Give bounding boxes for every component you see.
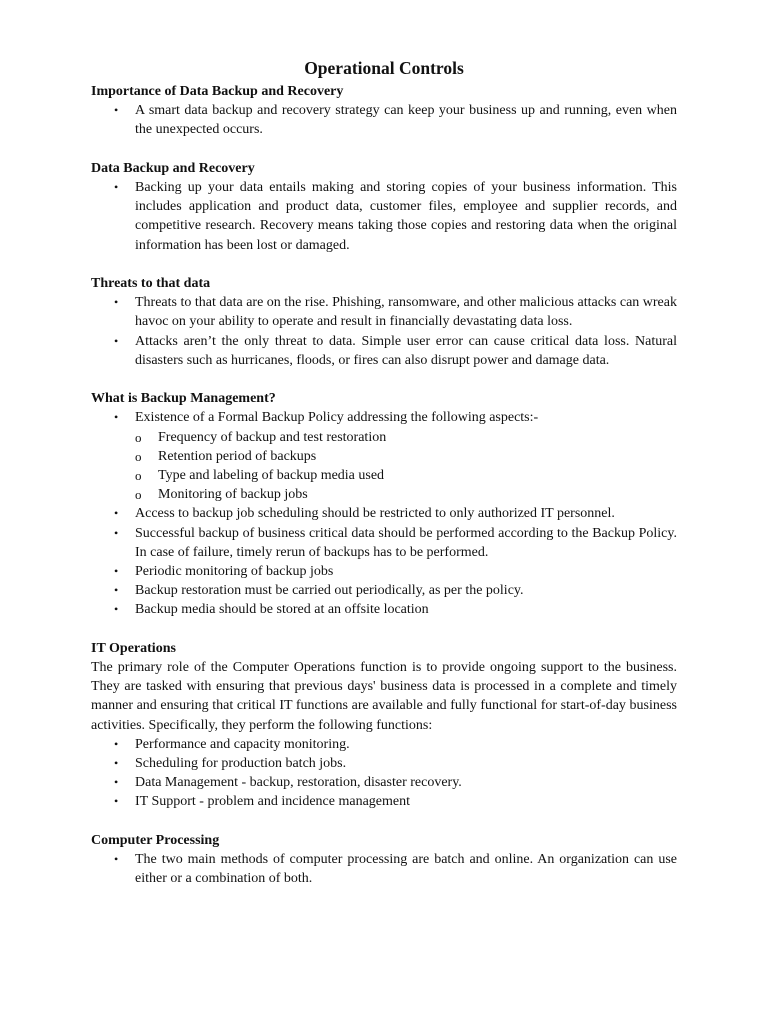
list-item: • A smart data backup and recovery strategy can keep your business up and running, even when the unexpected occurs. — [114, 103, 677, 138]
bullet-icon: • — [114, 295, 119, 310]
list-item: • Threats to that data are on the rise. Phishing, ransomware, and other malicious attacks can wreak havoc on your ability to operate and result in financially devastating data loss. — [114, 295, 677, 330]
heading-backup-recovery: Data Backup and Recovery — [91, 160, 255, 176]
bullet-icon: • — [114, 775, 119, 790]
circle-bullet-icon: o — [135, 487, 142, 503]
document-title: Operational Controls — [304, 58, 464, 78]
list-it-operations — [91, 735, 677, 812]
list-importance — [91, 101, 677, 139]
list-item: • Backup restoration must be carried out periodically, as per the policy. — [135, 581, 677, 600]
list-item: • Access to backup job scheduling should be restricted to only authorized IT personnel. — [135, 504, 677, 523]
bullet-icon: • — [114, 564, 119, 579]
sub-list-item: o Retention period of backups — [158, 447, 677, 466]
bullet-icon: • — [114, 602, 119, 617]
list-item: • Successful backup of business critical data should be performed according to the Backup Policy. In case of failure, timely rerun of backups has to be performed. — [114, 525, 677, 560]
list-item: • Backing up your data entails making and storing copies of your business information. This includes application and product data, customer files, employee and supplier records, and competitive research. Recovery means taking those copies and restoring data when the original information has been lost or damaged. — [114, 180, 677, 253]
bullet-icon: • — [114, 852, 119, 867]
bullet-icon: • — [114, 506, 119, 521]
list-backup-management — [91, 408, 677, 619]
list-item: • Backup media should be stored at an offsite location — [135, 600, 677, 619]
bullet-icon: • — [114, 103, 119, 118]
sub-list-item: o Monitoring of backup jobs — [158, 485, 677, 504]
heading-threats: Threats to that data — [91, 276, 211, 291]
bullet-icon: • — [114, 736, 119, 751]
bullet-icon: • — [114, 583, 119, 598]
list-item: • Data Management - backup, restoration, disaster recovery. — [135, 773, 677, 792]
heading-importance: Importance of Data Backup and Recovery — [91, 84, 344, 99]
list-item: • The two main methods of computer processing are batch and online. An organization can use either or a combination of both. — [114, 852, 677, 887]
list-item: • Performance and capacity monitoring. — [135, 735, 677, 754]
circle-bullet-icon: o — [135, 429, 142, 445]
heading-backup-management: What is Backup Management? — [91, 391, 276, 407]
bullet-icon: • — [114, 410, 119, 425]
sub-list-item: o Type and labeling of backup media used — [158, 466, 677, 485]
list-backup-recovery — [91, 178, 677, 255]
sub-list-item: o Frequency of backup and test restoration — [158, 428, 677, 447]
bullet-icon: • — [114, 525, 119, 540]
circle-bullet-icon: o — [135, 468, 142, 484]
list-threats — [91, 293, 677, 370]
list-computer-processing — [91, 850, 677, 888]
heading-computer-processing: Computer Processing — [91, 832, 220, 848]
sub-list-policy-aspects — [135, 428, 677, 505]
bullet-icon: • — [114, 180, 119, 194]
bullet-icon: • — [114, 333, 119, 348]
circle-bullet-icon: o — [135, 448, 142, 464]
list-item: • Attacks aren’t the only threat to data. Simple user error can cause critical data loss. Natural disasters such as hurricanes, floods, or fires can also disrupt power and damage data. — [114, 333, 677, 368]
list-item: • Existence of a Formal Backup Policy addressing the following aspects:- o Frequency of backup and test restoration o Retention period of backups o Type and labeling of backup media used o Monitoring of backup jobs — [135, 408, 677, 504]
list-item: • Periodic monitoring of backup jobs — [135, 562, 677, 581]
paragraph-it-operations: The primary role of the Computer Operations function is to provide ongoing support to the business. They are tasked with ensuring that previous days' business data is processed in a complete and timely manner and ensuring that critical IT functions are available and fully functional for start-of-day business activities. Specifically, they perform the following functions: — [91, 660, 677, 733]
bullet-icon: • — [114, 794, 119, 809]
heading-it-operations: IT Operations — [91, 640, 176, 656]
list-item: • IT Support - problem and incidence management — [135, 792, 677, 811]
list-item: • Scheduling for production batch jobs. — [135, 754, 677, 773]
bullet-icon: • — [114, 756, 119, 771]
